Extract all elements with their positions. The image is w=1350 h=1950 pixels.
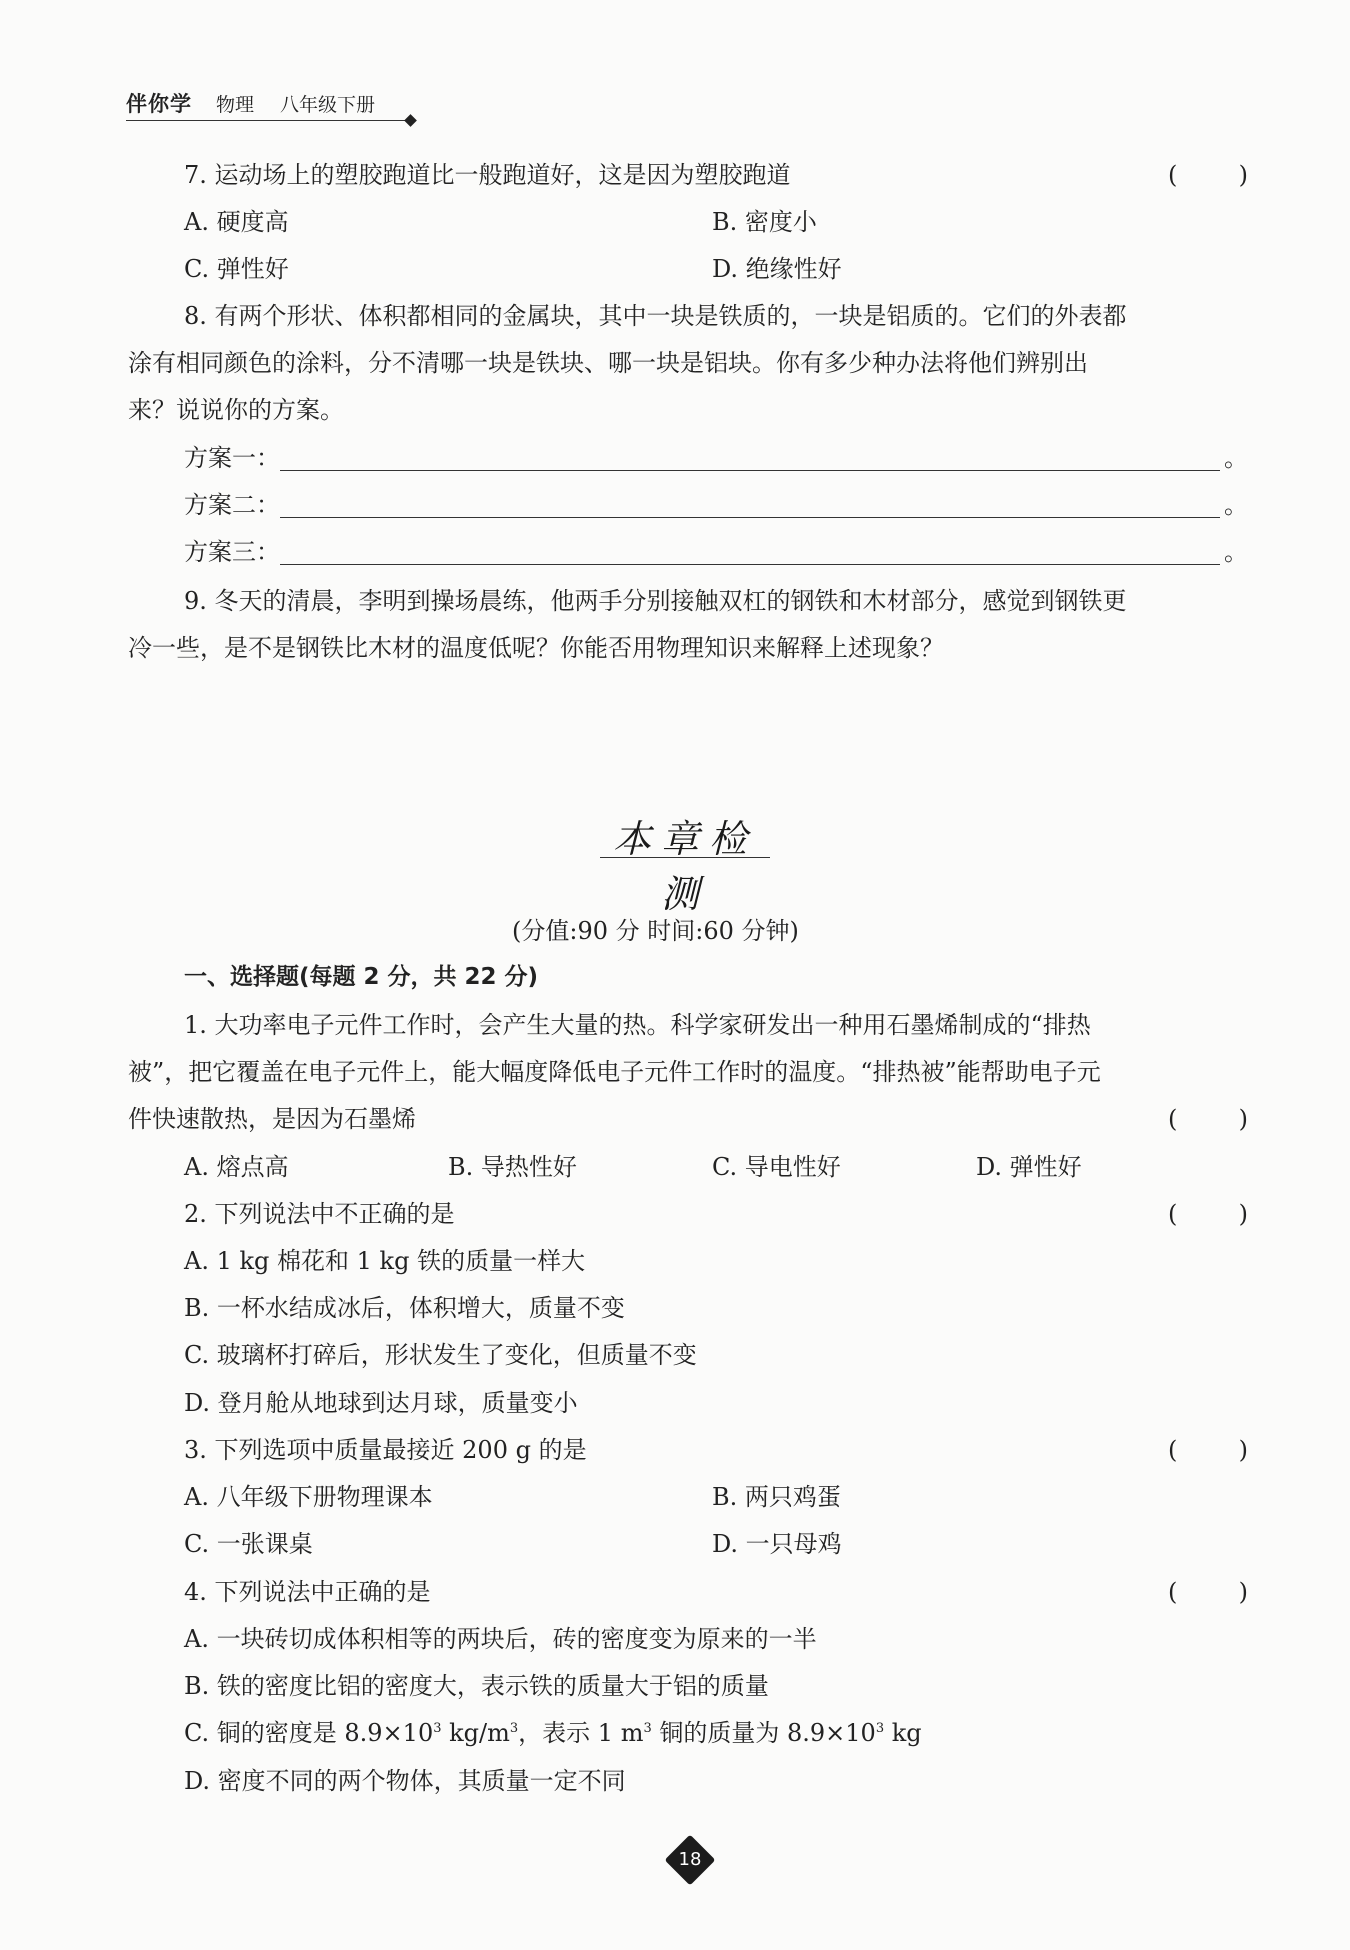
q8-plan-1[interactable]: 方案一： 。 [184,444,1248,472]
test-q4-option-c: C. 铜的密度是 $8.9\times 10^3$ $kg/m^3$，表示 1 $m^3$ 铜的质量为 $8.9\times 10^3$ kg [184,1719,922,1747]
chapter-title: 本章检测 [612,817,757,916]
page-number: 18 [678,1849,702,1870]
header-rule [126,120,410,121]
q9-line-2: 冷一些，是不是钢铁比木材的温度低呢？你能否用物理知识来解释上述现象？ [128,634,944,662]
test-q3-option-b: B. 两只鸡蛋 [712,1483,841,1511]
test-q3-option-a: A. 八年级下册物理课本 [184,1483,433,1511]
test-q4-option-a: A. 一块砖切成体积相等的两块后，砖的密度变为原来的一半 [184,1625,817,1653]
chapter-title-underline [600,857,770,858]
test-q2-option-b: B. 一杯水结成冰后，体积增大，质量不变 [184,1294,625,1322]
q8-line-2: 涂有相同颜色的涂料，分不清哪一块是铁块、哪一块是铝块。你有多少种办法将他们辨别出 [128,349,1088,377]
q7-option-b: B. 密度小 [712,208,817,236]
section-heading: 一、选择题(每题 2 分，共 22 分) [184,964,539,990]
test-q1-line-2: 被”，把它覆盖在电子元件上，能大幅度降低电子元件工作时的温度。“排热被”能帮助电子元 [128,1058,1101,1086]
header-grade: 八年级下册 [280,94,376,116]
q9-line-1: 9. 冬天的清晨，李明到操场晨练，他两手分别接触双杠的钢铁和木材部分，感觉到钢铁更 [184,587,1127,615]
test-q4-option-b: B. 铁的密度比铝的密度大，表示铁的质量大于铝的质量 [184,1672,769,1700]
q7-stem: 7. 运动场上的塑胶跑道比一般跑道好，这是因为塑胶跑道 [184,161,791,189]
test-q3-option-d: D. 一只母鸡 [712,1530,842,1558]
header-brand: 伴你学 [126,92,192,116]
document-page: 伴你学 物理 八年级下册 7. 运动场上的塑胶跑道比一般跑道好，这是因为塑胶跑道 ( ) A. 硬度高 B. 密度小 C. 弹性好 D. 绝缘性好 8. 有两个形状、体积都相同的金属块，其中一块是铁质的，一块是铝质的。它们的外表都 涂有相同颜色的涂料，分不清哪一块是铁块、哪一块是铝块。你有多少种办法将他们辨别出 来？说说你的方案。 方案一： 。 方案二： 。 方案三： 。 9. 冬天的清晨，李明到操场晨练，他两手分别接触双杠的钢铁和木材部分，感觉到钢铁更 冷一些，是不是钢铁比木材的温度低呢？你能否用物理知识来解释上述现象？ 本章检测 (分值:90 分 时间:60 分钟) 一、选择题(每题 2 分，共 22 分) 1. 大功率电子元件工作时，会产生大量的热。科学家研发出一种用石墨烯制成的“排热 被”，把它覆盖在电子元件上，能大幅度降低电子元件工作时的温度。“排热被”能帮助电子元 件快速散热，是因为石墨烯 ( ) A. 熔点高 B. 导热性好 C. 导电性好 D. 弹性好 2. 下列说法中不正确的是 ( ) A. 1 kg 棉花和 1 kg 铁的质量一样大 B. 一杯水结成冰后，体积增大，质量不变 C. 玻璃杯打碎后，形状发生了变化，但质量不变 D. 登月舱从地球到达月球，质量变小 3. 下列选项中质量最接近 200 g 的是 ( ) A. 八年级下册物理课本 B. 两只鸡蛋 C. 一张课桌 D. 一只母鸡 4. 下列说法中正确的是 ( ) A. 一块砖切成体积相等的两块后，砖的密度变为原来的一半 B. 铁的密度比铝的密度大，表示铁的质量大于铝的质量 C. 铜的密度是 $8.9\times 10^3$ $kg/m^3$，表示 1 $m^3$ 铜的质量为 $8.9\times 10^3$ kg D. 密度不同的两个物体，其质量一定不同 18 [0,0,1350,1950]
test-q1-option-a: A. 熔点高 [184,1153,289,1181]
test-q2-option-a: A. 1 kg 棉花和 1 kg 铁的质量一样大 [184,1247,586,1275]
page-header [126,88,416,120]
q8-plan-2[interactable]: 方案二： 。 [184,491,1248,519]
header-diamond-icon [404,114,417,127]
test-q4-stem: 4. 下列说法中正确的是 [184,1578,431,1606]
test-q2-option-c: C. 玻璃杯打碎后，形状发生了变化，但质量不变 [184,1341,697,1369]
test-q2-option-d: D. 登月舱从地球到达月球，质量变小 [184,1389,578,1417]
q8-plan-3[interactable]: 方案三： 。 [184,538,1248,566]
test-q1-line-3: 件快速散热，是因为石墨烯 [128,1105,416,1133]
test-q1-option-b: B. 导热性好 [448,1153,577,1181]
q8-line-1: 8. 有两个形状、体积都相同的金属块，其中一块是铁质的，一块是铝质的。它们的外表都 [184,302,1127,330]
page-number-badge [666,1836,714,1884]
q8-line-3: 来？说说你的方案。 [128,396,344,424]
q7-option-d: D. 绝缘性好 [712,255,842,283]
test-q1-option-c: C. 导电性好 [712,1153,841,1181]
test-q1-line-1: 1. 大功率电子元件工作时，会产生大量的热。科学家研发出一种用石墨烯制成的“排热 [184,1011,1091,1039]
q7-option-c: C. 弹性好 [184,255,289,283]
chapter-meta: (分值:90 分 时间:60 分钟) [512,917,799,945]
header-subject: 物理 [216,94,255,116]
test-q1-option-d: D. 弹性好 [976,1153,1082,1181]
test-q4-option-d: D. 密度不同的两个物体，其质量一定不同 [184,1767,626,1795]
test-q3-stem: 3. 下列选项中质量最接近 200 g 的是 [184,1436,587,1464]
q7-option-a: A. 硬度高 [184,208,289,236]
test-q3-option-c: C. 一张课桌 [184,1530,313,1558]
test-q2-stem: 2. 下列说法中不正确的是 [184,1200,455,1228]
